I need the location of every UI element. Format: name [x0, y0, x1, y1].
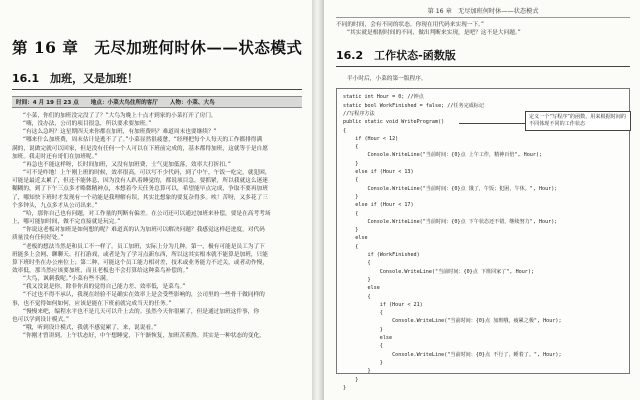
- text-line: 事，也不觉得如何如何，应该是能在下班前就完成当天的任务。”: [12, 300, 172, 307]
- code-line: }: [343, 384, 347, 391]
- dialogue-text: [12, 112, 302, 340]
- code-line: {: [343, 144, 359, 151]
- code-line: }: [343, 359, 383, 366]
- code-line: }: [343, 368, 371, 375]
- text-line: 上，哪可能加时间，做不完直接就是玩完。”: [12, 219, 121, 226]
- code-line: {: [343, 177, 359, 184]
- intro-text: 半小时后，小菜的第一版程序。: [347, 76, 427, 83]
- code-line: else: [343, 335, 393, 342]
- code-line: }: [343, 276, 371, 283]
- code-line: {: [343, 260, 371, 267]
- code-line: static int Hour = 0; //钟点: [343, 94, 424, 101]
- book-gutter: [312, 0, 324, 400]
- text-line: “你刚才曾讲到，上午状态好，中午想睡觉，下午渐恢复，加班苦煎熬。其实是一种状态的变化，: [23, 333, 265, 340]
- text-line: “哦，听到设计模式，我就不感觉累了，来，说说看。”: [23, 325, 157, 332]
- text-line: “慢慢来吧，编程水平也不是几天可以升上去的。虽然今天你很累了，但是通过加班这件事，你: [23, 308, 260, 315]
- code-line: {: [343, 343, 383, 350]
- code-line: {: [343, 210, 359, 217]
- right-page: [324, 0, 640, 400]
- code-line: else if (Hour < 13): [343, 169, 414, 176]
- text-line: 质量没有任何好处。”: [12, 235, 64, 242]
- callout-connector: [459, 123, 525, 124]
- scene-info-bar: [12, 96, 302, 108]
- code-line: }: [343, 376, 359, 383]
- code-line: else: [343, 285, 380, 292]
- running-header: 第 16 章 无尽加班何时休——状态模式: [336, 6, 630, 18]
- code-line: //写程序方法: [343, 111, 375, 117]
- code-lines: [343, 93, 623, 392]
- text-line: “不过也不得不承认，我现在经验不足确实在效率上是会受些影响的，公司里的一些骨干做同样的: [23, 292, 265, 299]
- code-line: if (WorkFinished): [343, 252, 420, 259]
- text-line: “大鸟，讽刺我呢。”小菜有些不满。: [23, 276, 112, 283]
- text-line: “可不是咋地！上午刚上班的时候，效率很高，可以写不少代码，到了中午，午饭一吃完，就犯困，: [23, 170, 271, 177]
- text-line: “有这么急吗？这星期四天来你都在加班，有加班费吗？难道周末也要继续？”: [23, 129, 217, 136]
- code-line: }: [343, 227, 359, 234]
- code-line: {: [343, 127, 347, 134]
- section-rule: [12, 89, 302, 90]
- text-line: 不同的时间，会有不同的状态。你现在用代码来实现一下。”: [336, 22, 484, 28]
- code-line: if (Hour < 12): [343, 135, 399, 142]
- text-line: “再急也不能这样呀，长时间加班，又没有加班费，士气更加低落，效率大打折扣。”: [23, 161, 231, 168]
- text-line: 加班。我走时还有哥们在加班呢。”: [12, 153, 98, 160]
- code-listing: [336, 88, 630, 391]
- text-line: 满的，说做完就可以回家，但是没有任何一个人可以在下班前完成的，基本都得加班，这就等于是自愿: [12, 145, 268, 152]
- left-page: [0, 0, 312, 400]
- code-line: Console.WriteLine("当前时间：{0}点 加班哦，疲累之极", Hour);: [343, 318, 562, 325]
- code-line: {: [343, 310, 383, 317]
- code-line: Console.WriteLine("当前时间：{0}点 下班回家了", Hour);: [343, 268, 534, 275]
- code-line: static bool WorkFinished = false; //任务完成标记: [343, 102, 484, 109]
- code-line: }: [343, 160, 359, 167]
- scene-people: 人物：小菜、大鸟: [169, 100, 215, 106]
- code-line: if (Hour < 21): [343, 301, 423, 308]
- text-line: 可能是最近太累了，但还不能休息，因为没有人趴着睡觉的，都说项目急，要抓紧，所以我就这么迷迷: [12, 178, 268, 185]
- section-title: 16.1 加班，又是加班！: [12, 72, 139, 85]
- text-line: “哪来什么加班费，周末估计是逃不了了。”小菜显然很疲惫，“经理把每个人每天的工作都排得满: [23, 137, 263, 144]
- text-line: “嗨，没办法，公司的项目很急，所以要求要加班。”: [23, 121, 152, 128]
- code-line: Console.WriteLine("当前时间：{0}点 下午状态还不错，继续努力", Hour);: [343, 218, 558, 225]
- code-line: Console.WriteLine("当前时间：{0}点 饿了，午饭；犯困，午休。", Hour);: [343, 185, 558, 192]
- section-title: 16.2 工作状态-函数版: [336, 49, 456, 63]
- section-rule: [336, 66, 630, 67]
- code-line: else if (Hour < 17): [343, 202, 414, 209]
- text-line: “小菜，你们的加班没完没了了？”大鸟为晚上十点才到家的小菜打开了房门。: [23, 113, 217, 119]
- text-line: 糊糊的，到了下午三点多才略微精神点，本想着今天任务总算可以，希望能早点完成，争取不要再加班: [12, 186, 268, 193]
- text-line: “其实就是根据时间的不同，做出判断来实现，是吧？这不是大问题。”: [347, 30, 521, 37]
- code-line: {: [343, 293, 371, 300]
- code-line: public static void WriteProgram(): [343, 119, 445, 126]
- code-line: }: [343, 193, 359, 200]
- code-line: {: [343, 243, 359, 250]
- text-line: “我又没说是你，除非你真的觉得自己能力差、效率低，是菜鸟。”: [23, 284, 186, 291]
- text-line: “老板的想法当然是和员工不一样了。员工加班，实际上分为几种。第一，极有可能是员工为了下: [23, 243, 265, 250]
- code-callout: 定义一个“写程序”的函数，用来根据时间的不同体现不同的工作状态: [525, 111, 631, 131]
- text-line: 了，哪知快下班时才发现有一个功能是我理解有误，其实比想象的要复杂得多。唉！苦呀，又多花了三: [12, 194, 268, 201]
- text-line: “哈，那你自己也有问题，对工作量的判断有偏差。在公司还可以通过加班来补偿，要是在高考考场: [23, 210, 271, 217]
- code-line: Console.WriteLine("当前时间：{0}点 不行了，睡着了。", Hour);: [343, 351, 562, 358]
- text-line: 班能多上会网、聊聊天、打打游戏，或者是为了学习点新东西，所以这其实根本就不能算是加班，只能: [12, 251, 268, 258]
- text-line: 个多钟头，九点多才从公司出来。”: [12, 202, 98, 209]
- text-line: 效率低，那当然应该要加班，而且老板也不会打算给这种菜鸟补偿的。”: [12, 267, 189, 274]
- text-line: “你说这老板对加班是如何想的呢？难道真的认为加班可以解决问题？我感觉这样赶进度，对代码: [23, 227, 265, 234]
- chapter-title: 第 16 章 无尽加班何时休——状态模式: [12, 38, 303, 57]
- scene-place: 地点：小菜大鸟住所的客厅: [90, 100, 158, 106]
- text-line: 算下班时坐在办公座位上；第二种，可能这个员工能力相对差，技术或业务能力不过关，或者动作慢，: [12, 259, 268, 266]
- text-line: 也可以学到设计模式。”: [12, 316, 69, 323]
- code-line: else: [343, 235, 368, 242]
- code-line: }: [343, 326, 383, 333]
- scene-time: 时间：4 月 19 日 23 点: [16, 100, 79, 106]
- code-line: Console.WriteLine("当前时间：{0}点 上午工作，精神百倍", Hour);: [343, 152, 543, 159]
